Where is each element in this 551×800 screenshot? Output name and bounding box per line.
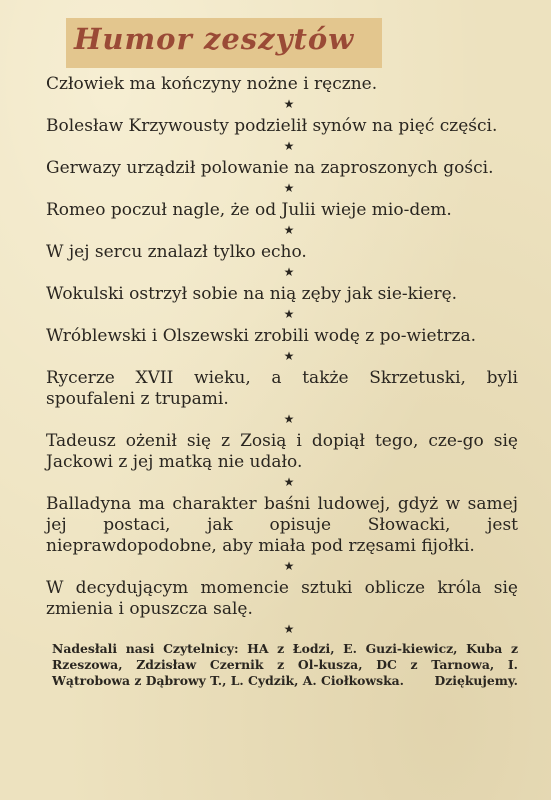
joke-entry: W jej sercu znalazł tylko echo. [46, 242, 307, 262]
star-separator-icon: ★ [283, 475, 295, 489]
star-separator-icon: ★ [283, 223, 295, 237]
star-separator-icon: ★ [283, 412, 295, 426]
star-separator-icon: ★ [283, 349, 295, 363]
joke-entry: Romeo poczuł nagle, że od Julii wieje mio-dem. [46, 200, 452, 220]
star-separator-icon: ★ [283, 139, 295, 153]
joke-entry: Tadeusz ożenił się z Zosią i dopiął tego, cze-go się Jackowi z jej matką nie udało. [46, 431, 518, 472]
joke-entry: Balladyna ma charakter baśni ludowej, gdyż w samej jej postaci, jak opisuje Słowacki, jest nieprawdopodobne, aby miała pod rzęsami fijołki. [46, 494, 518, 556]
column-title: Humor zeszytów [74, 22, 355, 56]
joke-entry: Wróblewski i Olszewski zrobili wodę z po-wietrza. [46, 326, 477, 346]
contributors-text: Nadesłali nasi Czytelnicy: HA z Łodzi, E. Guzi-kiewicz, Kuba z Rzeszowa, Zdzisław Czernik z Ol-kusza, DC z Tarnowa, I. Wątrobowa z Dąbrowy T., L. Cydzik, A. Ciołkowska. [52, 641, 518, 688]
star-separator-icon: ★ [283, 97, 295, 111]
star-separator-icon: ★ [283, 559, 295, 573]
joke-entry: Człowiek ma kończyny nożne i ręczne. [46, 74, 378, 94]
thanks-text: Dziękujemy. [434, 673, 518, 688]
star-separator-icon: ★ [283, 307, 295, 321]
star-separator-icon: ★ [283, 181, 295, 195]
contributors-credit [46, 641, 518, 689]
jokes-list [46, 74, 518, 689]
joke-entry: Wokulski ostrzył sobie na nią zęby jak sie-kierę. [46, 284, 458, 304]
star-separator-icon: ★ [283, 622, 295, 636]
joke-entry: Bolesław Krzywousty podzielił synów na pięć części. [46, 116, 498, 136]
joke-entry: Gerwazy urządził polowanie na zaproszonych gości. [46, 158, 494, 178]
joke-entry: Rycerze XVII wieku, a także Skrzetuski, byli spoufaleni z trupami. [46, 368, 518, 409]
star-separator-icon: ★ [283, 265, 295, 279]
joke-entry: W decydującym momencie sztuki oblicze króla się zmienia i opuszcza salę. [46, 578, 518, 619]
